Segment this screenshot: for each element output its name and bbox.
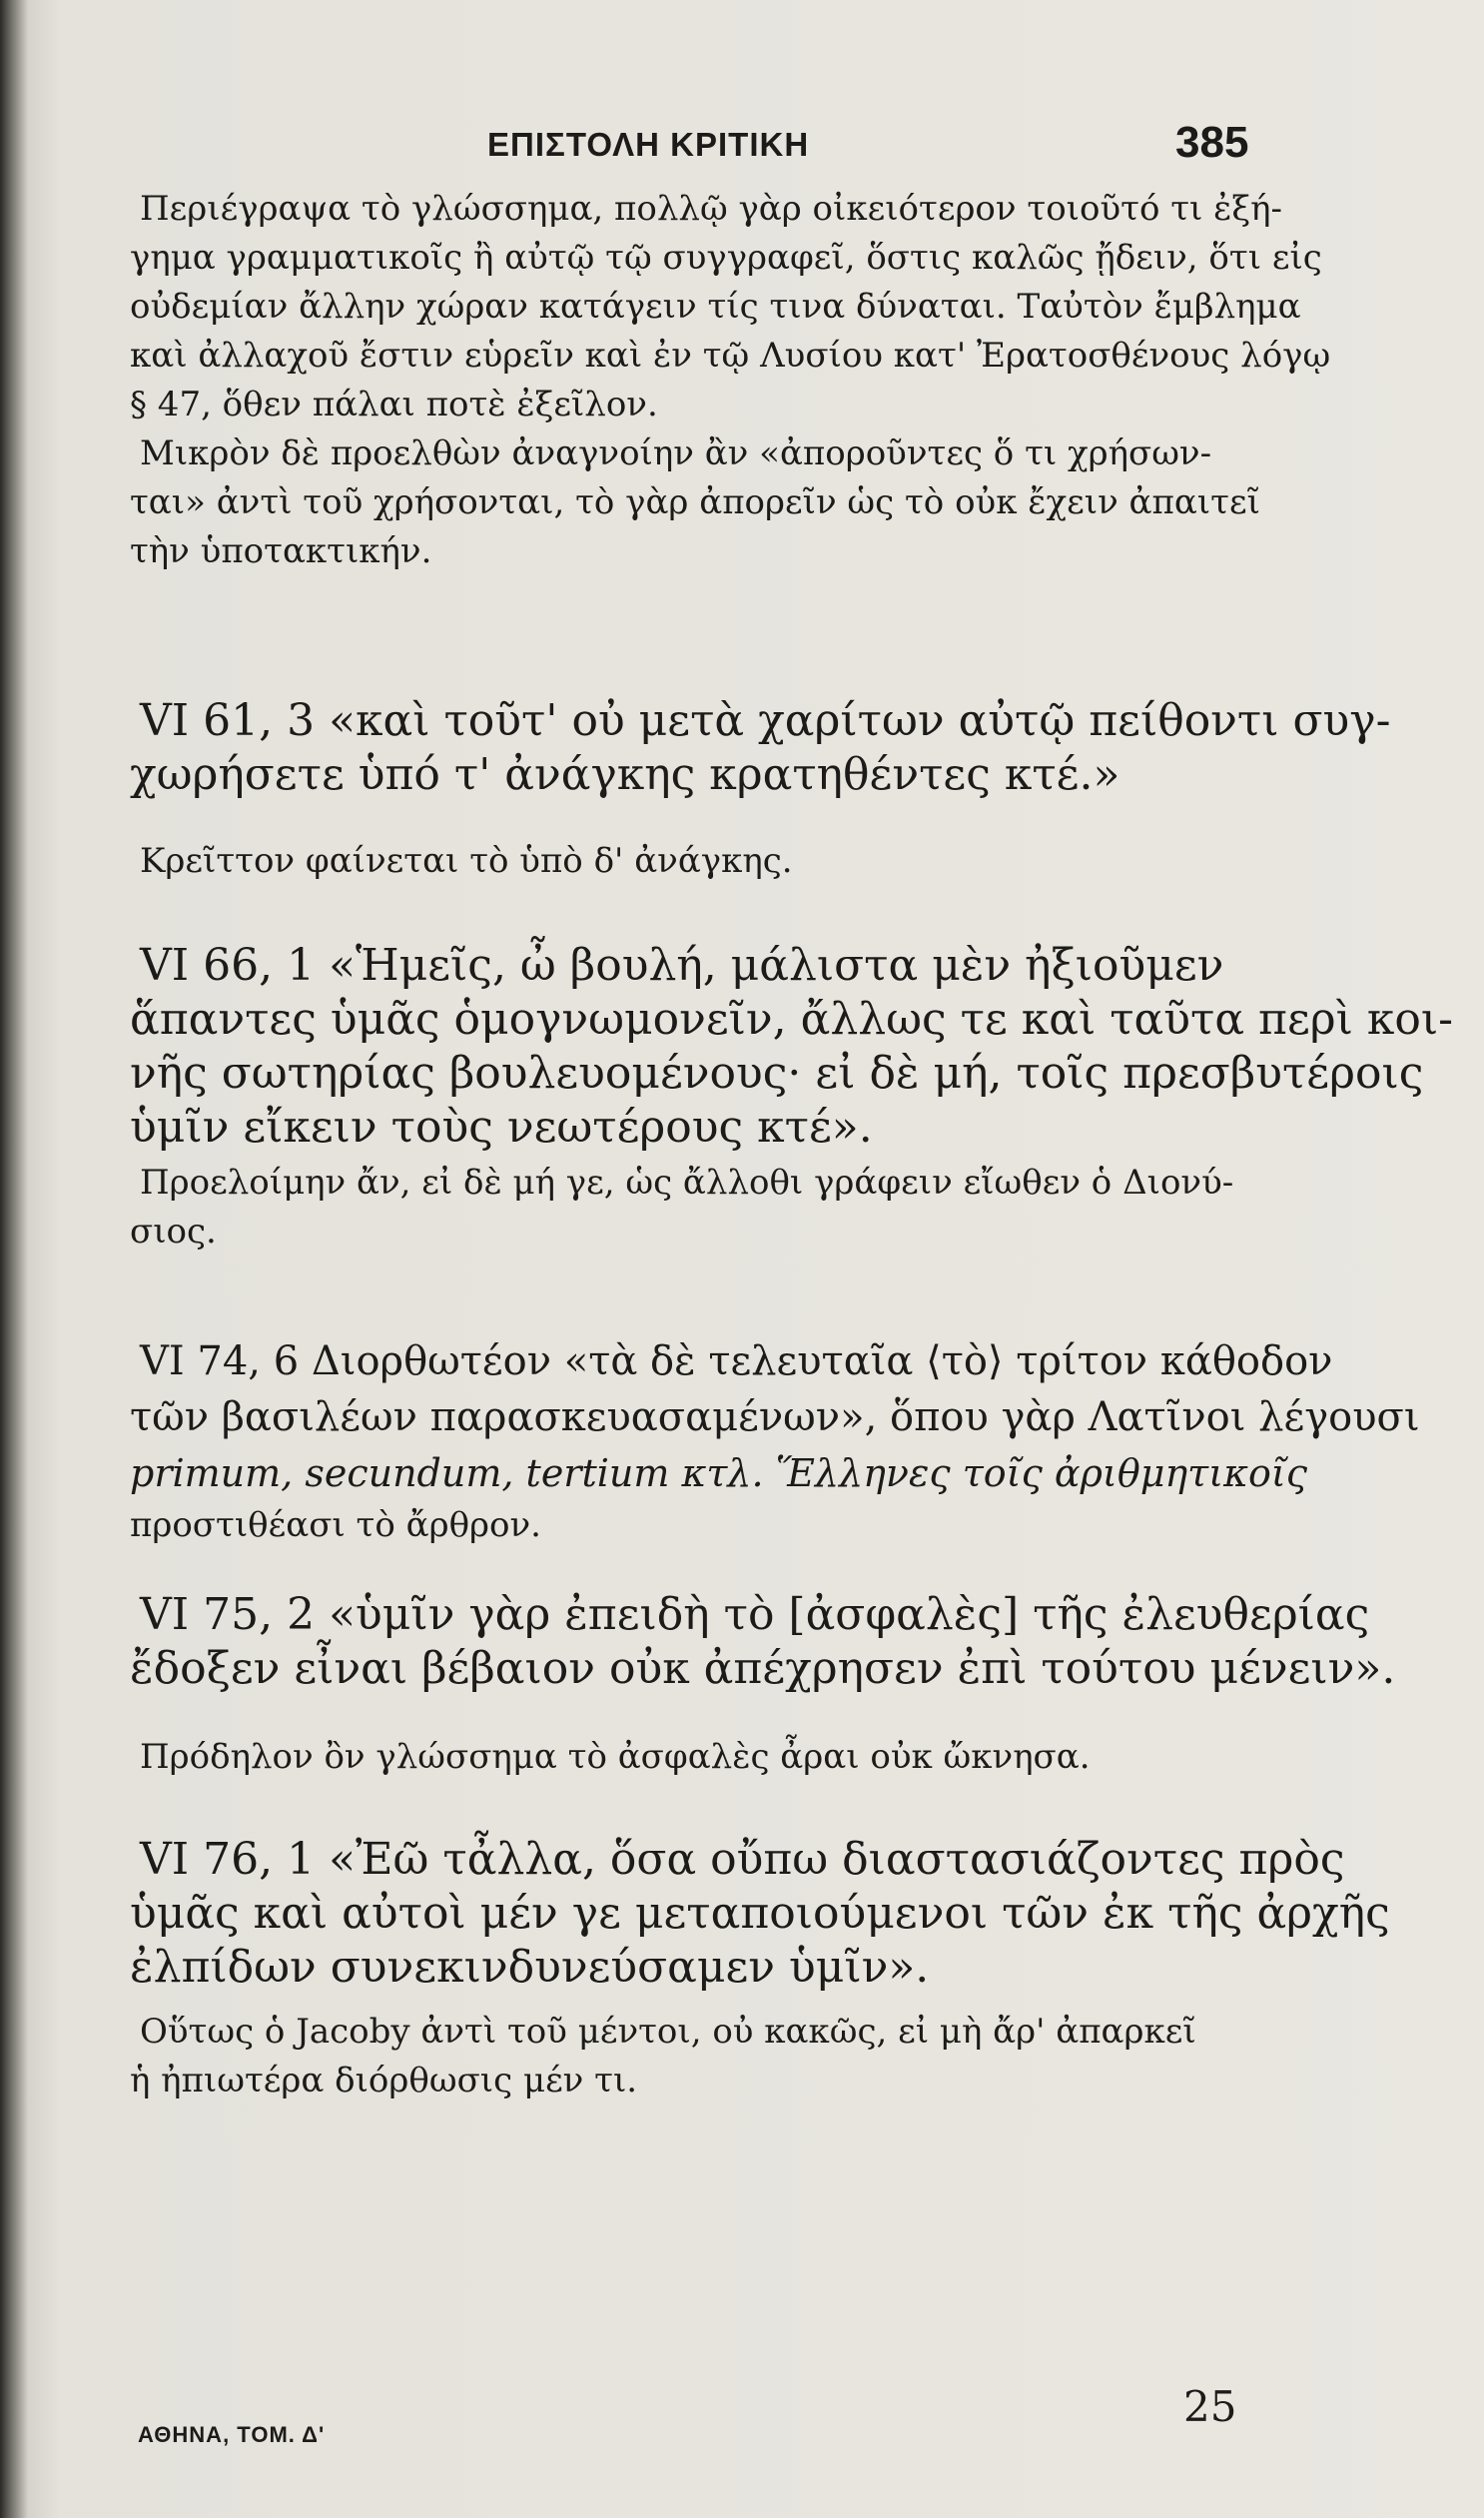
page-header xyxy=(0,118,1484,178)
note-line: Κρεῖττον φαίνεται τὸ ὑπὸ δ' ἀνάγκης. xyxy=(140,841,793,881)
intro-paragraph xyxy=(130,185,1331,576)
section-vi-75-note xyxy=(130,1733,1278,1782)
note-line: Προελοίμην ἄν, εἰ δὲ μή γε, ὡς ἄλλοθι γράφειν εἴωθεν ὁ Διονύ- xyxy=(140,1163,1234,1203)
section-vi-76-quote xyxy=(130,1833,1390,1995)
section-vi-75-quote xyxy=(130,1588,1396,1696)
quote-line: νῆς σωτηρίας βουλευομένους· εἰ δὲ μή, τοῖς πρεσβυτέροις xyxy=(130,1048,1424,1099)
section-vi-61-note xyxy=(130,837,1278,886)
page-number: 385 xyxy=(1175,118,1249,167)
quote-line: ἅπαντες ὑμᾶς ὁμογνωμονεῖν, ἄλλως τε καὶ ταῦτα περὶ κοι- xyxy=(130,994,1453,1045)
section-vi-74 xyxy=(130,1333,1420,1550)
quote-line: VI 61, 3 «καὶ τοῦτ' οὐ μετὰ χαρίτων αὐτῷ πείθοντι συγ- xyxy=(140,695,1391,746)
sheet-number: 25 xyxy=(1183,2382,1237,2431)
printer-signature: ΑΘΗΝΑ, ΤΟΜ. Δ' xyxy=(138,2422,326,2447)
running-title: ΕΠΙΣΤΟΛΗ ΚΡΙΤΙΚΗ xyxy=(487,126,810,163)
text-line: τὴν ὑποτακτικήν. xyxy=(130,531,432,571)
note-line: Πρόδηλον ὂν γλώσσημα τὸ ἀσφαλὲς ἆραι οὐκ ὤκνησα. xyxy=(140,1737,1091,1777)
note-line: σιος. xyxy=(130,1212,217,1252)
text-line: οὐδεμίαν ἄλλην χώραν κατάγειν τίς τινα δύναται. Ταὐτὸν ἔμβλημα xyxy=(130,287,1301,327)
section-vi-76-note xyxy=(130,2008,1278,2105)
note-line: ἡ ἠπιωτέρα διόρθωσις μέν τι. xyxy=(130,2061,638,2100)
quote-line: ὑμῖν εἴκειν τοὺς νεωτέρους κτέ». xyxy=(130,1102,873,1153)
text-line: καὶ ἀλλαχοῦ ἔστιν εὑρεῖν καὶ ἐν τῷ Λυσίου κατ' Ἐρατοσθένους λόγῳ xyxy=(130,336,1331,376)
quote-line: VI 74, 6 Διορθωτέον «τὰ δὲ τελευταῖα ⟨τὸ⟩ τρίτον κάθοδον xyxy=(140,1338,1333,1384)
quote-line: τῶν βασιλέων παρασκευασαμένων», ὅπου γὰρ Λατῖνοι λέγουσι xyxy=(130,1394,1420,1440)
quote-line: ἐλπίδων συνεκινδυνεύσαμεν ὑμῖν». xyxy=(130,1942,930,1993)
section-vi-66-note xyxy=(130,1159,1278,1257)
text-line: Περιέγραψα τὸ γλώσσημα, πολλῷ γὰρ οἰκειότερον τοιοῦτό τι ἐξή- xyxy=(140,189,1282,229)
quote-line: ὑμᾶς καὶ αὐτοὶ μέν γε μεταποιούμενοι τῶν ἐκ τῆς ἀρχῆς xyxy=(130,1888,1390,1939)
note-line: Οὕτως ὁ Jacoby ἀντὶ τοῦ μέντοι, οὐ κακῶς, εἰ μὴ ἄρ' ἀπαρκεῖ xyxy=(140,2012,1196,2052)
quote-line: χωρήσετε ὑπό τ' ἀνάγκης κρατηθέντες κτέ.» xyxy=(130,749,1120,800)
quote-line: VI 66, 1 «Ἡμεῖς, ὦ βουλή, μάλιστα μὲν ἠξιοῦμεν xyxy=(140,940,1224,991)
quote-line: VI 75, 2 «ὑμῖν γὰρ ἐπειδὴ τὸ [ἀσφαλὲς] τῆς ἐλευθερίας xyxy=(140,1589,1370,1640)
section-vi-66-quote xyxy=(130,939,1453,1155)
text-line: Μικρὸν δὲ προελθὼν ἀναγνοίην ἂν «ἀποροῦντες ὅ τι χρήσων- xyxy=(140,433,1212,473)
quote-line: προστιθέασι τὸ ἄρθρον. xyxy=(130,1505,541,1545)
quote-line: VI 76, 1 «Ἐῶ τἆλλα, ὅσα οὔπω διαστασιάζοντες πρὸς xyxy=(140,1834,1345,1885)
text-line: § 47, ὅθεν πάλαι ποτὲ ἐξεῖλον. xyxy=(130,385,658,424)
quote-line: primum, secundum, tertium κτλ. Ἕλληνες τοῖς ἀριθμητικοῖς xyxy=(130,1451,1308,1495)
text-line: γημα γραμματικοῖς ἢ αὐτῷ τῷ συγγραφεῖ, ὅστις καλῶς ᾔδειν, ὅτι εἰς xyxy=(130,238,1322,278)
text-line: ται» ἀντὶ τοῦ χρήσονται, τὸ γὰρ ἀπορεῖν ὡς τὸ οὐκ ἔχειν ἀπαιτεῖ xyxy=(130,482,1260,522)
section-vi-61-quote xyxy=(130,694,1391,802)
quote-line: ἔδοξεν εἶναι βέβαιον οὐκ ἀπέχρησεν ἐπὶ τούτου μένειν». xyxy=(130,1643,1396,1694)
